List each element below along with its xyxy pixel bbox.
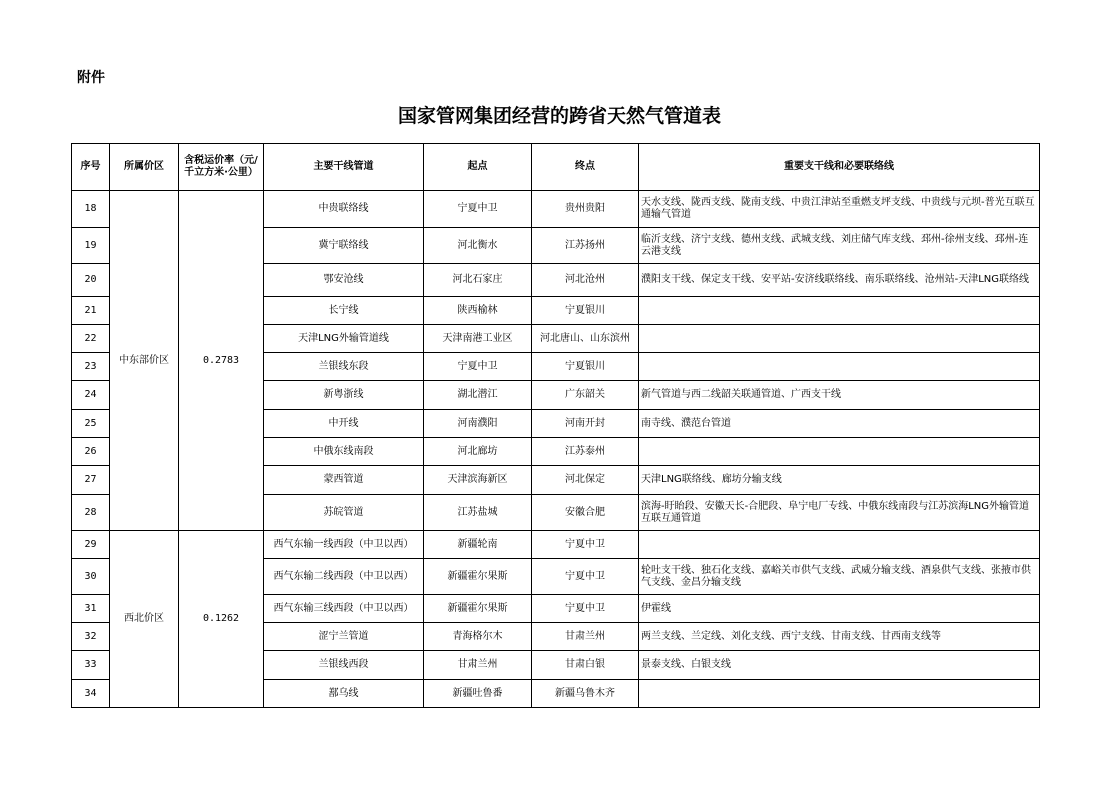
end-cell: 宁夏银川 [532,353,639,381]
end-cell: 河北唐山、山东滨州 [532,325,639,353]
end-cell: 宁夏中卫 [532,595,639,623]
start-cell: 宁夏中卫 [424,191,532,228]
seq-cell: 28 [72,495,110,531]
start-cell: 新疆吐鲁番 [424,680,532,708]
start-cell: 甘肃兰州 [424,651,532,680]
header-rate: 含税运价率（元/千立方米·公里） [179,144,264,191]
seq-cell: 30 [72,559,110,595]
start-cell: 宁夏中卫 [424,353,532,381]
main-line-cell: 西气东输三线西段（中卫以西） [264,595,424,623]
start-cell: 河北衡水 [424,228,532,264]
main-line-cell: 长宁线 [264,297,424,325]
branches-cell: 新气管道与西二线韶关联通管道、广西支干线 [639,381,1040,410]
branches-cell [639,353,1040,381]
seq-cell: 19 [72,228,110,264]
seq-cell: 34 [72,680,110,708]
end-cell: 宁夏中卫 [532,531,639,559]
main-line-cell: 中开线 [264,410,424,438]
end-cell: 河北沧州 [532,264,639,297]
start-cell: 新疆轮南 [424,531,532,559]
main-line-cell: 涩宁兰管道 [264,623,424,651]
start-cell: 江苏盐城 [424,495,532,531]
branches-cell: 南寺线、濮范台管道 [639,410,1040,438]
branches-cell [639,325,1040,353]
start-cell: 河南濮阳 [424,410,532,438]
seq-cell: 20 [72,264,110,297]
main-line-cell: 中贵联络线 [264,191,424,228]
end-cell: 广东韶关 [532,381,639,410]
seq-cell: 25 [72,410,110,438]
rate-cell: 0.1262 [179,531,264,708]
main-line-cell: 鄂安沧线 [264,264,424,297]
end-cell: 甘肃兰州 [532,623,639,651]
branches-cell: 两兰支线、兰定线、刘化支线、西宁支线、甘南支线、甘西南支线等 [639,623,1040,651]
end-cell: 贵州贵阳 [532,191,639,228]
branches-cell: 临沂支线、济宁支线、德州支线、武城支线、刘庄储气库支线、邳州-徐州支线、邳州-连云港支线 [639,228,1040,264]
seq-cell: 32 [72,623,110,651]
main-line-cell: 中俄东线南段 [264,438,424,466]
seq-cell: 27 [72,466,110,495]
branches-cell: 滨海-盱眙段、安徽天长-合肥段、阜宁电厂专线、中俄东线南段与江苏滨海LNG外输管道互联互通管道 [639,495,1040,531]
table-row [72,191,1040,228]
table-header-row [72,144,1040,191]
main-line-cell: 冀宁联络线 [264,228,424,264]
branches-cell: 轮吐支干线、独石化支线、嘉峪关市供气支线、武威分输支线、酒泉供气支线、张掖市供气支线、金昌分输支线 [639,559,1040,595]
main-line-cell: 兰银线东段 [264,353,424,381]
start-cell: 天津滨海新区 [424,466,532,495]
end-cell: 宁夏银川 [532,297,639,325]
seq-cell: 22 [72,325,110,353]
branches-cell: 伊霍线 [639,595,1040,623]
main-line-cell: 西气东输一线西段（中卫以西） [264,531,424,559]
main-line-cell: 苏皖管道 [264,495,424,531]
seq-cell: 26 [72,438,110,466]
branches-cell [639,297,1040,325]
branches-cell [639,438,1040,466]
main-line-cell: 兰银线西段 [264,651,424,680]
end-cell: 江苏扬州 [532,228,639,264]
main-line-cell: 天津LNG外输管道线 [264,325,424,353]
branches-cell: 濮阳支干线、保定支干线、安平站-安济线联络线、南乐联络线、沧州站-天津LNG联络线 [639,264,1040,297]
end-cell: 甘肃白银 [532,651,639,680]
main-line-cell: 蒙西管道 [264,466,424,495]
main-line-cell: 西气东输二线西段（中卫以西） [264,559,424,595]
start-cell: 青海格尔木 [424,623,532,651]
branches-cell: 景泰支线、白银支线 [639,651,1040,680]
seq-cell: 29 [72,531,110,559]
attachment-label: 附件 [77,70,105,86]
end-cell: 新疆乌鲁木齐 [532,680,639,708]
header-zone: 所属价区 [110,144,179,191]
branches-cell [639,680,1040,708]
seq-cell: 24 [72,381,110,410]
seq-cell: 21 [72,297,110,325]
end-cell: 江苏泰州 [532,438,639,466]
header-seq: 序号 [72,144,110,191]
header-start: 起点 [424,144,532,191]
pipeline-table [71,143,1040,708]
seq-cell: 23 [72,353,110,381]
end-cell: 安徽合肥 [532,495,639,531]
end-cell: 河北保定 [532,466,639,495]
branches-cell: 天津LNG联络线、廊坊分输支线 [639,466,1040,495]
start-cell: 湖北潜江 [424,381,532,410]
branches-cell [639,531,1040,559]
start-cell: 新疆霍尔果斯 [424,559,532,595]
seq-cell: 18 [72,191,110,228]
start-cell: 新疆霍尔果斯 [424,595,532,623]
main-line-cell: 鄯乌线 [264,680,424,708]
header-main-line: 主要干线管道 [264,144,424,191]
zone-cell: 中东部价区 [110,191,179,531]
main-line-cell: 新粤浙线 [264,381,424,410]
start-cell: 天津南港工业区 [424,325,532,353]
start-cell: 河北廊坊 [424,438,532,466]
start-cell: 河北石家庄 [424,264,532,297]
start-cell: 陕西榆林 [424,297,532,325]
seq-cell: 31 [72,595,110,623]
header-branches: 重要支干线和必要联络线 [639,144,1040,191]
rate-cell: 0.2783 [179,191,264,531]
table-body [72,191,1040,708]
end-cell: 河南开封 [532,410,639,438]
end-cell: 宁夏中卫 [532,559,639,595]
seq-cell: 33 [72,651,110,680]
branches-cell: 天水支线、陇西支线、陇南支线、中贵江津站至重燃支坪支线、中贵线与元坝-普光互联互通输气管道 [639,191,1040,228]
document-title: 国家管网集团经营的跨省天然气管道表 [397,105,721,127]
header-end: 终点 [532,144,639,191]
table-row [72,531,1040,559]
zone-cell: 西北价区 [110,531,179,708]
